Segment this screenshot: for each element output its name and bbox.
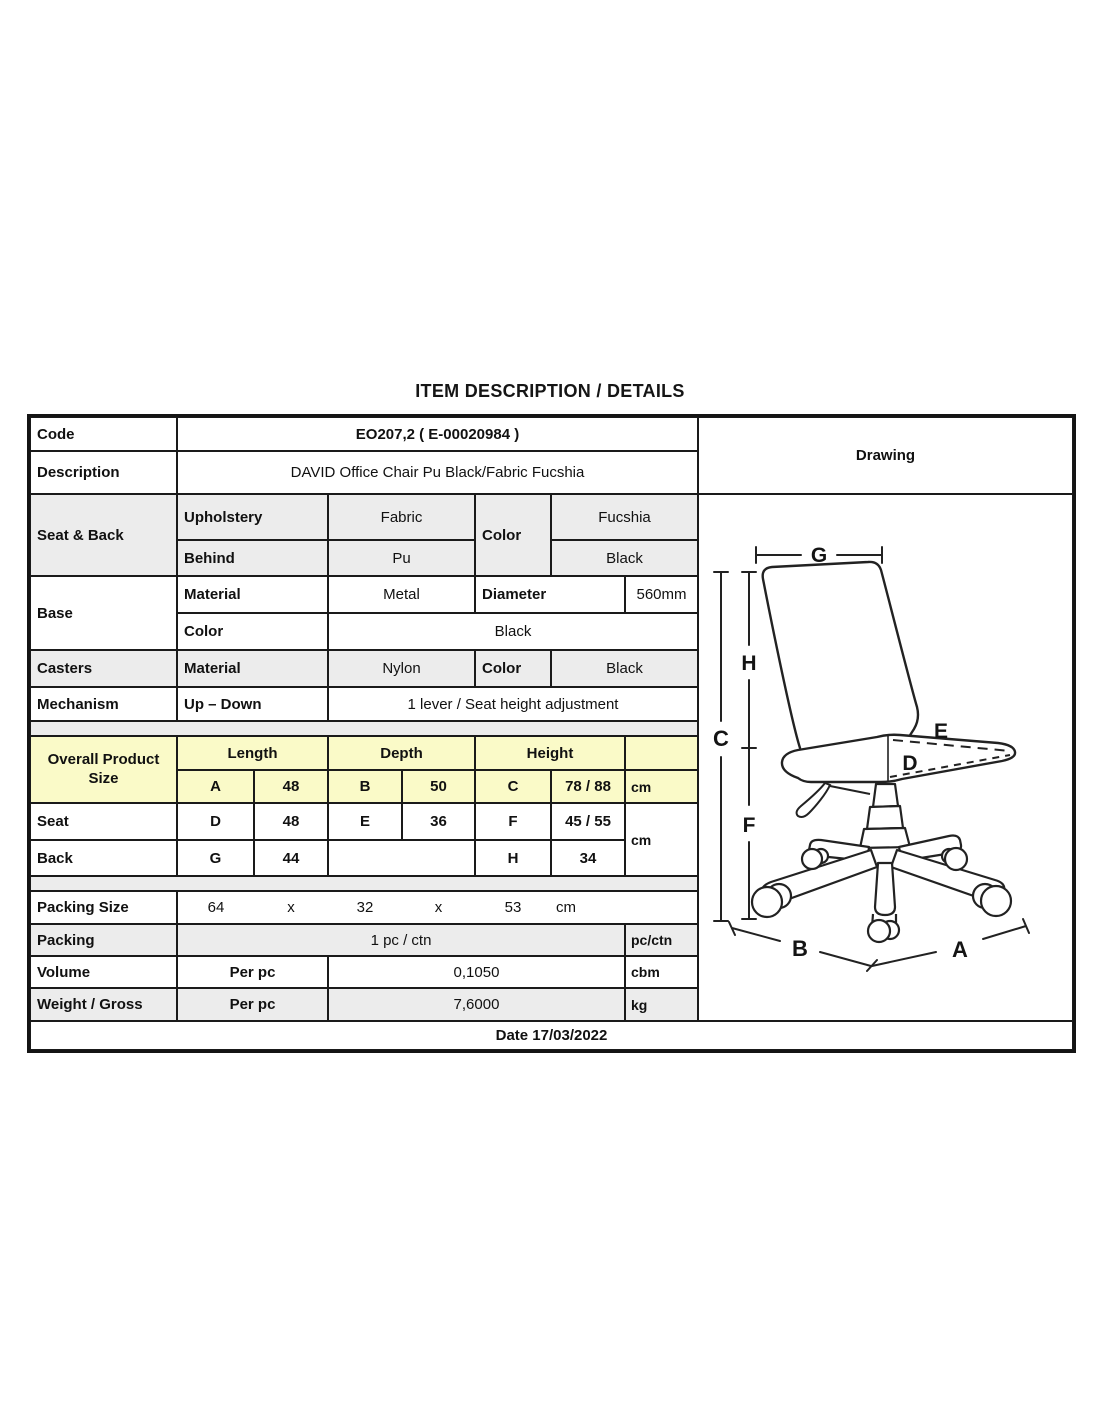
behind-label: Behind xyxy=(177,540,328,576)
drawing-label-b: B xyxy=(792,936,808,961)
casters-label: Casters xyxy=(30,650,177,687)
casters-color-value: Black xyxy=(551,650,698,687)
drawing-label-a: A xyxy=(952,937,968,962)
upholstery-value: Fabric xyxy=(328,494,475,540)
dim-h-letter: H xyxy=(475,840,551,876)
base-label: Base xyxy=(30,576,177,650)
date-row: Date 17/03/2022 xyxy=(30,1021,1073,1050)
casters-color-label: Color xyxy=(475,650,551,687)
dim-g-letter: G xyxy=(177,840,254,876)
volume-label: Volume xyxy=(30,956,177,988)
drawing-label-e: E xyxy=(933,720,949,743)
seat-back-color-label: Color xyxy=(475,494,551,576)
drawing-label-f: F xyxy=(742,814,756,837)
code-value: EO207,2 ( E-00020984 ) xyxy=(177,417,698,451)
packing-size-v1: 64 xyxy=(207,899,225,916)
description-value: DAVID Office Chair Pu Black/Fabric Fucshia xyxy=(177,451,698,494)
base-color-value: Black xyxy=(328,613,698,650)
drawing-label-d: D xyxy=(902,752,918,775)
upholstery-label: Upholstery xyxy=(177,494,328,540)
volume-unit: cbm xyxy=(625,956,698,988)
back-row-label: Back xyxy=(30,840,177,876)
description-label: Description xyxy=(30,451,177,494)
packing-size-v3: 53 xyxy=(504,899,522,916)
drawing-cell xyxy=(698,494,1073,1021)
height-header: Height xyxy=(475,736,625,770)
mechanism-label: Mechanism xyxy=(30,687,177,721)
dim-e-value: 36 xyxy=(402,803,475,840)
dim-d-letter: D xyxy=(177,803,254,840)
dim-c-value: 78 / 88 xyxy=(551,770,625,803)
volume-per: Per pc xyxy=(177,956,328,988)
drawing-header: Drawing xyxy=(698,417,1073,494)
seat-row-label: Seat xyxy=(30,803,177,840)
drawing-label-h: H xyxy=(741,652,757,675)
overall-size-label: Overall Product Size xyxy=(30,736,177,803)
dim-c-letter: C xyxy=(475,770,551,803)
spec-table xyxy=(27,414,1076,1053)
packing-label: Packing xyxy=(30,924,177,956)
dim-f-value: 45 / 55 xyxy=(551,803,625,840)
casters-material-label: Material xyxy=(177,650,328,687)
drawing-label-c: C xyxy=(713,726,729,751)
base-material-value: Metal xyxy=(328,576,475,613)
dim-a-value: 48 xyxy=(254,770,328,803)
upholstery-color-value: Fucshia xyxy=(551,494,698,540)
base-color-label: Color xyxy=(177,613,328,650)
dim-d-value: 48 xyxy=(254,803,328,840)
mechanism-type: Up – Down xyxy=(177,687,328,721)
dim-b-value: 50 xyxy=(402,770,475,803)
chair-drawing xyxy=(699,495,1072,1020)
drawing-label-g: G xyxy=(810,544,828,567)
weight-label: Weight / Gross xyxy=(30,988,177,1021)
seat-back-label: Seat & Back xyxy=(30,494,177,576)
dim-a-letter: A xyxy=(177,770,254,803)
base-material-label: Material xyxy=(177,576,328,613)
weight-per: Per pc xyxy=(177,988,328,1021)
dim-e-letter: E xyxy=(328,803,402,840)
behind-color-value: Black xyxy=(551,540,698,576)
dim-f-letter: F xyxy=(475,803,551,840)
seat-back-unit: cm xyxy=(625,803,698,876)
packing-size-v2: 32 xyxy=(356,899,374,916)
packing-size-values xyxy=(177,891,698,924)
base-diameter-label: Diameter xyxy=(475,576,625,613)
packing-unit: pc/ctn xyxy=(625,924,698,956)
length-header: Length xyxy=(177,736,328,770)
code-label: Code xyxy=(30,417,177,451)
dim-h-value: 34 xyxy=(551,840,625,876)
dim-b-letter: B xyxy=(328,770,402,803)
behind-value: Pu xyxy=(328,540,475,576)
casters-material-value: Nylon xyxy=(328,650,475,687)
spacer-row xyxy=(30,721,698,736)
dim-g-value: 44 xyxy=(254,840,328,876)
page-title: ITEM DESCRIPTION / DETAILS xyxy=(415,381,685,401)
packing-size-label: Packing Size xyxy=(30,891,177,924)
packing-size-x2: x xyxy=(434,899,443,916)
volume-value: 0,1050 xyxy=(328,956,625,988)
spacer-row xyxy=(30,876,698,891)
base-diameter-value: 560mm xyxy=(625,576,698,613)
packing-size-unit: cm xyxy=(556,899,576,916)
weight-value: 7,6000 xyxy=(328,988,625,1021)
weight-unit: kg xyxy=(625,988,698,1021)
packing-size-x1: x xyxy=(287,899,295,916)
mechanism-value: 1 lever / Seat height adjustment xyxy=(328,687,698,721)
overall-unit-header-empty xyxy=(625,736,698,770)
back-row-empty xyxy=(328,840,475,876)
depth-header: Depth xyxy=(328,736,475,770)
packing-value: 1 pc / ctn xyxy=(177,924,625,956)
overall-unit: cm xyxy=(625,770,698,803)
